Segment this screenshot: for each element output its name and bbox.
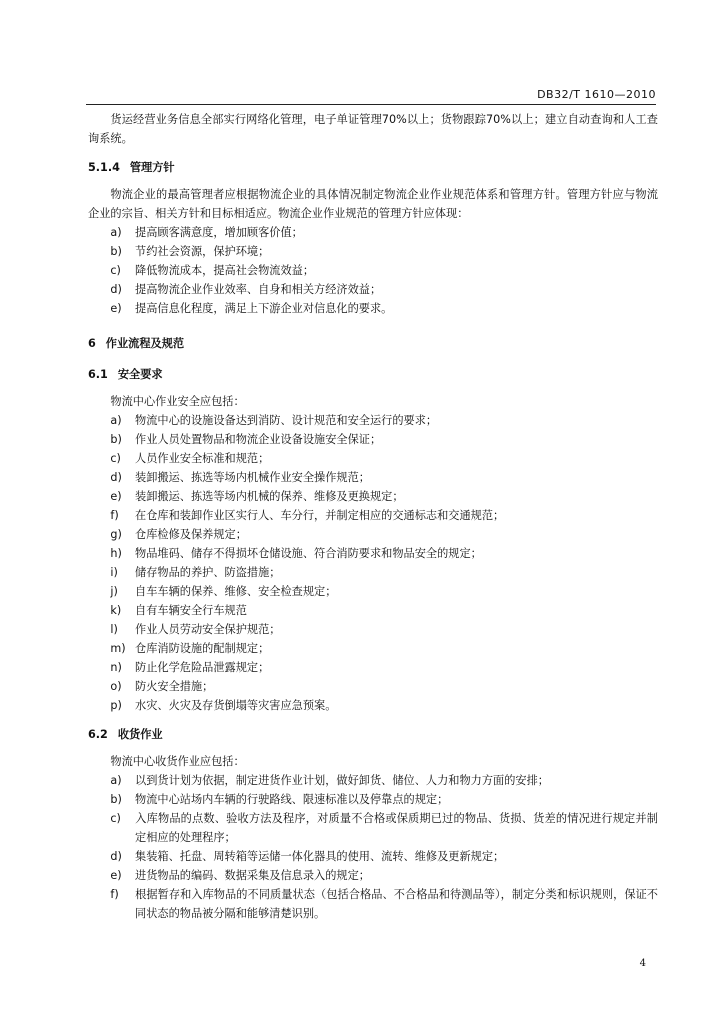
list-item: g) 仓库检修及保养规定； (110, 528, 247, 541)
list-item: e) 提高信息化程度，满足上下游企业对信息化的要求。 (110, 302, 393, 315)
section-6-2-heading (88, 725, 658, 744)
list-item: b) 作业人员处置物品和物流企业设备设施安全保证； (110, 433, 382, 446)
section-5-1-4-list (88, 223, 658, 318)
list-item: e) 装卸搬运、拣选等场内机械的保养、维修及更换规定； (110, 490, 404, 503)
list-item: h) 物品堆码、储存不得损坏仓储设施、符合消防要求和物品安全的规定； (110, 547, 482, 560)
section-number: 5.1.4 (88, 161, 120, 174)
list-item: a) 以到货计划为依据，制定进货作业计划，做好卸货、储位、人力和物力方面的安排； (110, 774, 549, 787)
section-number: 6.2 (88, 728, 108, 741)
list-item: m) 仓库消防设施的配制规定； (110, 642, 270, 655)
section-6-1-list (88, 411, 658, 715)
section-6-2-list (88, 771, 658, 923)
section-title: 安全要求 (117, 368, 163, 381)
list-item: b) 物流中心站场内车辆的行驶路线、限速标准以及停靠点的规定； (110, 793, 449, 806)
section-number: 6 (88, 337, 96, 350)
list-item: c) 人员作业安全标准和规范； (110, 452, 270, 465)
section-title: 作业流程及规范 (105, 337, 185, 350)
standard-code: DB32/T 1610—2010 (537, 88, 656, 101)
section-6-1-heading (88, 365, 658, 384)
list-item: f) 根据暂存和入库物品的不同质量状态（包括合格品、不合格品和待测品等），制定分类和标识规则，保证不同状态的物品被分隔和能够清楚识别。 (110, 888, 658, 920)
list-item: a) 物流中心的设施设备达到消防、设计规范和安全运行的要求； (110, 414, 438, 427)
page-content (88, 110, 658, 923)
list-item: d) 集装箱、托盘、周转箱等运储一体化器具的使用、流转、维修及更新规定； (110, 850, 505, 863)
section-6-1-intro: 物流中心作业安全应包括： (110, 395, 245, 408)
section-title: 管理方针 (129, 161, 175, 174)
section-5-1-4-heading (88, 158, 658, 177)
list-item: a) 提高顾客满意度，增加顾客价值； (110, 226, 303, 239)
section-number: 6.1 (88, 368, 108, 381)
list-item: e) 进货物品的编码、数据采集及信息录入的规定； (110, 869, 370, 882)
list-item: n) 防止化学危险品泄露规定； (110, 661, 270, 674)
section-6-heading (88, 334, 658, 353)
list-item: b) 节约社会资源，保护环境； (110, 245, 270, 258)
continuation-paragraph: 货运经营业务信息全部实行网络化管理，电子单证管理70%以上；货物跟踪70%以上；建立自动查询和人工查询系统。 (88, 113, 658, 145)
list-item: c) 入库物品的点数、验收方法及程序，对质量不合格或保质期已过的物品、货损、货差的情况进行规定并制定相应的处理程序； (110, 812, 658, 844)
list-item: d) 提高物流企业作业效率、自身和相关方经济效益； (110, 283, 382, 296)
section-6-2-intro: 物流中心收货作业应包括： (110, 755, 245, 768)
section-title: 收货作业 (117, 728, 163, 741)
list-item: j) 自车车辆的保养、维修、安全检查规定； (110, 585, 337, 598)
page-number: 4 (639, 958, 646, 969)
list-item: d) 装卸搬运、拣选等场内机械作业安全操作规范； (110, 471, 370, 484)
list-item: f) 在仓库和装卸作业区实行人、车分行，并制定相应的交通标志和交通规范； (110, 509, 505, 522)
list-item: c) 降低物流成本，提高社会物流效益； (110, 264, 315, 277)
list-item: i) 储存物品的养护、防盗措施； (110, 566, 281, 579)
list-item: p) 水灾、火灾及存货倒塌等灾害应急预案。 (110, 699, 337, 712)
list-item: l) 作业人员劳动安全保护规范； (110, 623, 281, 636)
section-5-1-4-intro: 物流企业的最高管理者应根据物流企业的具体情况制定物流企业作业规范体系和管理方针。管理方针应与物流企业的宗旨、相关方针和目标相适应。物流企业作业规范的管理方针应体现： (88, 188, 658, 220)
list-item: o) 防火安全措施； (110, 680, 214, 693)
list-item: k) 自有车辆安全行车规范 (110, 604, 247, 617)
header-rule (86, 104, 656, 105)
